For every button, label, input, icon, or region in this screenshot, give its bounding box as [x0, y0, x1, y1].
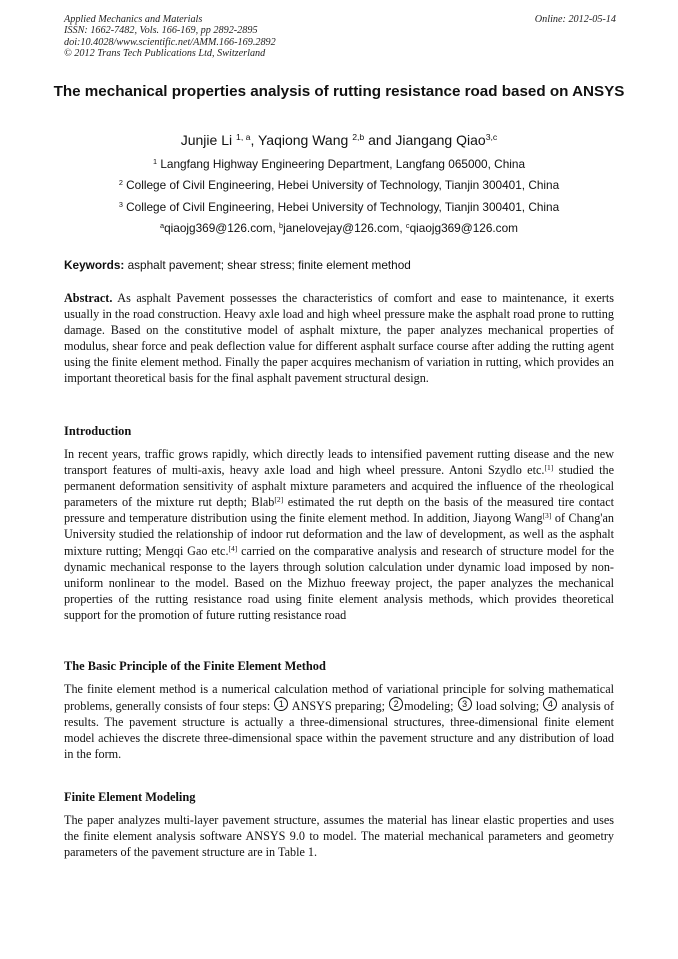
email-address: qiaojg369@126.com, — [164, 221, 280, 235]
email-marker: c — [405, 220, 410, 230]
abstract — [64, 290, 614, 387]
author-affil-marker: 2,b — [352, 132, 365, 143]
fem-paragraph — [64, 681, 614, 762]
citation-ref: [2] — [274, 495, 284, 505]
doi-line: doi:10.4028/www.scientific.net/AMM.166-169.2892 — [64, 36, 276, 48]
intro-text: carried on the comparative analysis and research of structure model for the dynamic mechanical response to the layers through solution calculation under dynamic load imposed by non-uniform nonlinear to the model. Based on the Mizhuo freeway project, the paper analyzes the mechanical properties of the rutting resistance road using finite element analysis methods, which provides theoretical support for the promotion of future rutting resistance road — [64, 543, 615, 622]
issn-line: ISSN: 1662-7482, Vols. 166-169, pp 2892-2895 — [64, 25, 258, 37]
email-marker: b — [279, 220, 284, 230]
fem-text: load solving; — [472, 699, 543, 714]
email-line — [40, 221, 638, 236]
abstract-text: As asphalt Pavement possesses the characteristics of comfort and ease to maintenance, it exerts usually in the road construction. Heavy axle load and high wheel pressure make the asphalt road prone to rutting damage. Based on the constitutive model of asphalt mixture, the paper analyzes mechanical properties of modulus, shear force and peak deflection value for different asphalt surface course after adding the rutting agent using the finite element method. Finally the paper acquires mechanism of variation in rutting, which provides an important theoretical basis for the final asphalt pavement structural design. — [64, 291, 614, 386]
fem-text: The finite element method is a numerical calculation method of variational principle for solving mathematical problems, generally consists of four steps: — [64, 682, 614, 714]
fem-text: analysis of results. The pavement structure is actually a three-dimensional structures, three-dimensional finite element model achieves the discrete three-dimensional space within the pavement structure and any distribution of load in the form. — [64, 699, 615, 762]
keywords — [64, 258, 624, 273]
author-name: Junjie Li — [180, 132, 233, 148]
intro-text: estimated the rut depth on the basis of the measured tire contact pressure and temperature distribution using the finite element method. In addition, Jiayong Wang — [64, 495, 614, 526]
email-marker: a — [160, 220, 165, 230]
introduction-paragraph — [64, 446, 614, 623]
affiliation-number: 1 — [153, 156, 158, 166]
keywords-text: asphalt pavement; shear stress; finite element method — [124, 258, 411, 272]
author-list — [40, 131, 638, 149]
affiliation-text: Langfang Highway Engineering Department, Langfang 065000, China — [160, 157, 525, 171]
affiliation-number: 2 — [118, 177, 123, 187]
fem-text: modeling; — [404, 699, 457, 714]
intro-text: studied the permanent deformation sensitivity of asphalt mixture parameters and acquired the influence of the rheological parameters of the mixture rut depth; Blab — [64, 463, 614, 510]
affiliation — [40, 157, 638, 172]
email-address: janelovejay@126.com, — [283, 221, 406, 235]
section-heading-fe-modeling: Finite Element Modeling — [64, 790, 196, 804]
section-heading-introduction: Introduction — [64, 424, 132, 438]
author-separator: and — [364, 132, 396, 148]
intro-text: of Chang'an University studied the relationship of indoor rut deformation and the law of development, as well as the asphalt mixture rutting; Mengqi Gao etc. — [64, 511, 614, 558]
online-date: Online: 2012-05-14 — [534, 14, 616, 25]
affiliation — [40, 178, 638, 193]
affiliation-text: College of Civil Engineering, Hebei University of Technology, Tianjin 300401, China — [126, 178, 560, 192]
circled-number-1: 1 — [274, 697, 288, 711]
author-affil-marker: 3,c — [485, 132, 498, 143]
journal-header — [64, 14, 616, 60]
citation-ref: [1] — [544, 462, 554, 472]
author-separator: , — [250, 132, 258, 148]
citation-ref: [4] — [228, 543, 238, 553]
affiliation-text: College of Civil Engineering, Hebei University of Technology, Tianjin 300401, China — [126, 200, 560, 214]
author-affil-marker: 1, a — [236, 132, 251, 143]
paper-title: The mechanical properties analysis of rutting resistance road based on ANSYS — [53, 83, 625, 100]
journal-name: Applied Mechanics and Materials — [64, 14, 203, 25]
intro-text: In recent years, traffic grows rapidly, which directly leads to intensified pavement rutting disease and the new transport features of multi-axis, heavy axle load and high wheel pressure. Antoni Szydlo etc. — [64, 447, 614, 478]
modeling-paragraph: The paper analyzes multi-layer pavement structure, assumes the material has linear elastic properties and uses the finite element analysis software ANSYS 9.0 to model. The material mechanical parameters and geometry parameters of the pavement structure are in Table 1. — [64, 813, 614, 860]
circled-number-2: 2 — [389, 697, 403, 711]
citation-ref: [3] — [542, 511, 552, 521]
affiliation-number: 3 — [118, 199, 123, 209]
abstract-label: Abstract. — [64, 291, 113, 305]
author-name: Yaqiong Wang — [258, 132, 349, 148]
keywords-label: Keywords: — [64, 258, 125, 272]
email-address: qiaojg369@126.com — [409, 221, 518, 235]
circled-number-3: 3 — [458, 697, 472, 711]
circled-number-4: 4 — [543, 697, 557, 711]
fem-text: ANSYS preparing; — [289, 699, 389, 714]
author-name: Jiangang Qiao — [395, 132, 486, 148]
affiliation — [40, 200, 638, 215]
copyright-line: © 2012 Trans Tech Publications Ltd, Switzerland — [64, 48, 266, 60]
section-heading-fem-principle: The Basic Principle of the Finite Element Method — [64, 659, 326, 673]
